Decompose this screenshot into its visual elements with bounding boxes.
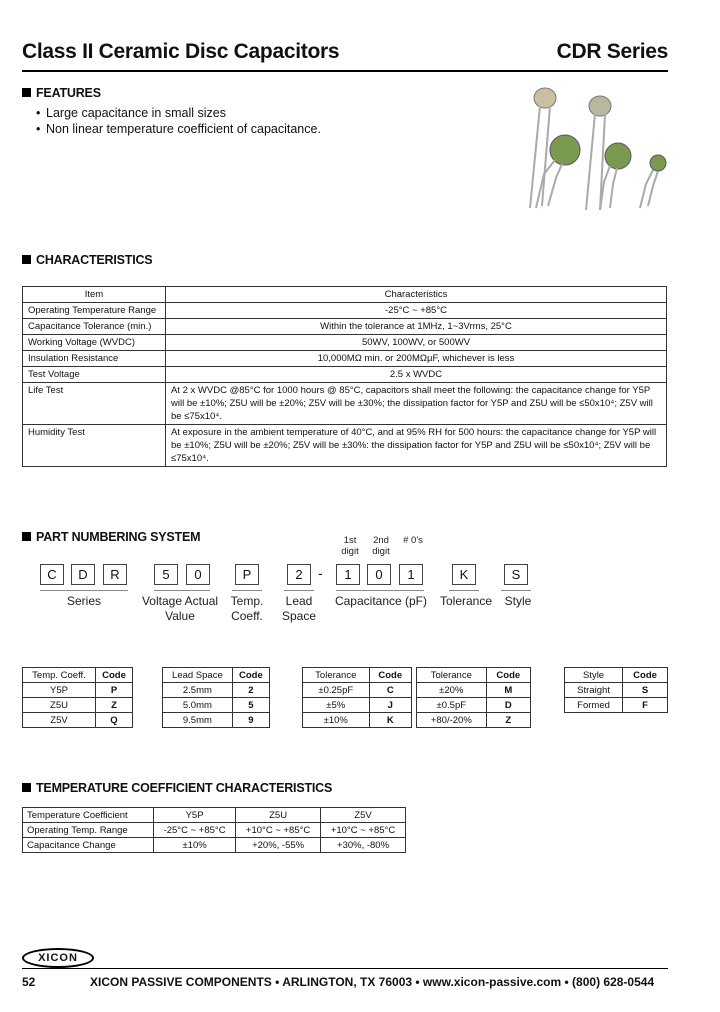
characteristics-heading: CHARACTERISTICS [22,253,152,267]
capacitance-label: Capacitance (pF) [334,594,428,608]
series-underline [40,590,128,591]
row-value: -25°C ~ +85°C [166,303,667,319]
cell: Z [486,713,530,728]
table-row [23,425,667,467]
cell: Capacitance Change [23,838,154,853]
capacitor-formed-medium [600,143,631,210]
table-header: Code [96,668,133,683]
cell: Q [96,713,133,728]
cell: ±10% [154,838,236,853]
cell: Straight [565,683,623,698]
voltage-underline [154,590,210,591]
cell: J [369,698,411,713]
pn-digit-series: C [40,564,64,585]
header-rule [22,70,668,72]
table-row [163,713,270,728]
row-value: Within the tolerance at 1MHz, 1~3Vrms, 25°C [166,319,667,335]
row-item: Capacitance Tolerance (min.) [23,319,166,335]
cell: Operating Temp. Range [23,823,154,838]
table-row [417,698,531,713]
page-number: 52 [22,975,36,989]
table-header: Lead Space [163,668,233,683]
series-title: CDR Series [556,40,668,63]
cell: 2.5mm [163,683,233,698]
cell: +80/-20% [417,713,487,728]
cell: K [369,713,411,728]
temp-coeff-table [22,807,406,853]
voltage-label: Voltage Actual Value [141,594,219,623]
feature-item: • Non linear temperature coefficient of capacitance. [36,122,321,136]
cell: F [623,698,668,713]
table-header: Code [369,668,411,683]
row-item: Working Voltage (WVDC) [23,335,166,351]
cell: D [486,698,530,713]
table-row [417,713,531,728]
table-header: Style [565,668,623,683]
table-row [417,683,531,698]
part-numbering-heading: PART NUMBERING SYSTEM [22,530,200,544]
lead-underline [284,590,314,591]
cell: 9.5mm [163,713,233,728]
table-row [23,303,667,319]
pn-digit-capacitance: 1 [399,564,423,585]
zeros-note: # 0's [403,535,423,546]
cell: ±20% [417,683,487,698]
table-row [163,683,270,698]
pn-digit-voltage: 5 [154,564,178,585]
temp-coeff-code-table [22,667,133,728]
cell: Formed [565,698,623,713]
features-heading: FEATURES [22,86,101,100]
cell: 5 [232,698,269,713]
cell: +30%, -80% [321,838,406,853]
table-header: Code [232,668,269,683]
row-item: Insulation Resistance [23,351,166,367]
temp-underline [232,590,262,591]
pn-digit-temp: P [235,564,259,585]
table-header: Y5P [154,808,236,823]
cell: ±0.25pF [303,683,370,698]
pn-digit-capacitance: 0 [367,564,391,585]
row-value: At 2 x WVDC @85°C for 1000 hours @ 85°C, capacitors shall meet the following: the capacitance change for Y5P will be ±10%; Z5U will be ±20%; Z5V will be ±30%; the dissipation factor for Y5P and Z5U will be ≤50x10⁴; Z5V will be ≤75x10⁴. [166,383,667,425]
table-row [163,698,270,713]
pn-digit-tolerance: K [452,564,476,585]
xicon-logo: XICON [22,948,94,968]
row-value: 2.5 x WVDC [166,367,667,383]
cell: ±0.5pF [417,698,487,713]
row-value: At exposure in the ambient temperature of 40°C, and at 95% RH for 500 hours: the capacitance change for Y5P will be ±10%; Z5U will be ±20%; Z5V will be ±30%: the dissipation factor for Y5P and Z5U will be ≤50x10⁴; Z5V will be ≤75x10⁴. [166,425,667,467]
footer-rule [22,968,668,969]
col-item-header: Item [23,287,166,303]
page-title: Class II Ceramic Disc Capacitors [22,40,340,63]
table-row [23,838,406,853]
row-value: 50WV, 100WV, or 500WV [166,335,667,351]
row-item: Humidity Test [23,425,166,467]
row-item: Life Test [23,383,166,425]
table-header-row [23,808,406,823]
table-row [23,698,133,713]
table-header: Tolerance [417,668,487,683]
table-row [565,698,668,713]
table-row [565,683,668,698]
second-digit-note: 2nd digit [372,535,390,557]
table-row [23,713,133,728]
row-value: 10,000MΩ min. or 200MΩµF, whichever is less [166,351,667,367]
table-header: Z5V [321,808,406,823]
cell: P [96,683,133,698]
cell: M [486,683,530,698]
table-header: Tolerance [303,668,370,683]
cell: 2 [232,683,269,698]
cell: ±5% [303,698,370,713]
table-header: Z5U [236,808,321,823]
table-row [303,698,412,713]
capacitor-formed-small [640,155,666,208]
table-row [23,367,667,383]
table-row [23,351,667,367]
tolerance-code-table-1 [302,667,412,728]
cell: S [623,683,668,698]
cell: 9 [232,713,269,728]
pn-digit-series: R [103,564,127,585]
feature-item: • Large capacitance in small sizes [36,106,226,120]
style-label: Style [504,594,532,608]
cell: Z5U [23,698,96,713]
style-underline [501,590,531,591]
lead-label: Lead Space [281,594,317,623]
cell: ±10% [303,713,370,728]
cell: Z [96,698,133,713]
table-row [23,823,406,838]
tolerance-label: Tolerance [439,594,493,608]
characteristics-table [22,286,667,467]
cell: Y5P [23,683,96,698]
pn-digit-voltage: 0 [186,564,210,585]
lead-space-code-table [162,667,270,728]
table-row [23,319,667,335]
pn-digit-style: S [504,564,528,585]
cell: 5.0mm [163,698,233,713]
table-row [303,713,412,728]
capacitance-underline [336,590,424,591]
pn-dash: - [318,565,323,581]
table-header-row [23,287,667,303]
pn-digit-lead: 2 [287,564,311,585]
table-header: Temp. Coeff. [23,668,96,683]
temp-label: Temp. Coeff. [230,594,264,623]
cell: +20%, -55% [236,838,321,853]
table-header: Temperature Coefficient [23,808,154,823]
pn-digit-capacitance: 1 [336,564,360,585]
pn-digit-series: D [71,564,95,585]
table-row [303,683,412,698]
table-row [23,383,667,425]
cell: +10°C ~ +85°C [321,823,406,838]
row-item: Operating Temperature Range [23,303,166,319]
style-code-table [564,667,668,713]
cell: C [369,683,411,698]
capacitor-photo [500,78,680,218]
first-digit-note: 1st digit [341,535,359,557]
tolerance-code-table-2 [416,667,531,728]
cell: Z5V [23,713,96,728]
tolerance-underline [449,590,479,591]
temp-coeff-heading: TEMPERATURE COEFFICIENT CHARACTERISTICS [22,781,332,795]
series-label: Series [66,594,101,608]
row-item: Test Voltage [23,367,166,383]
table-row [23,335,667,351]
cell: -25°C ~ +85°C [154,823,236,838]
table-header: Code [486,668,530,683]
table-header: Code [623,668,668,683]
table-row [23,683,133,698]
cell: +10°C ~ +85°C [236,823,321,838]
footer-contact: XICON PASSIVE COMPONENTS • ARLINGTON, TX 76003 • www.xicon-passive.com • (800) 628-0544 [90,975,655,989]
col-characteristics-header: Characteristics [166,287,667,303]
